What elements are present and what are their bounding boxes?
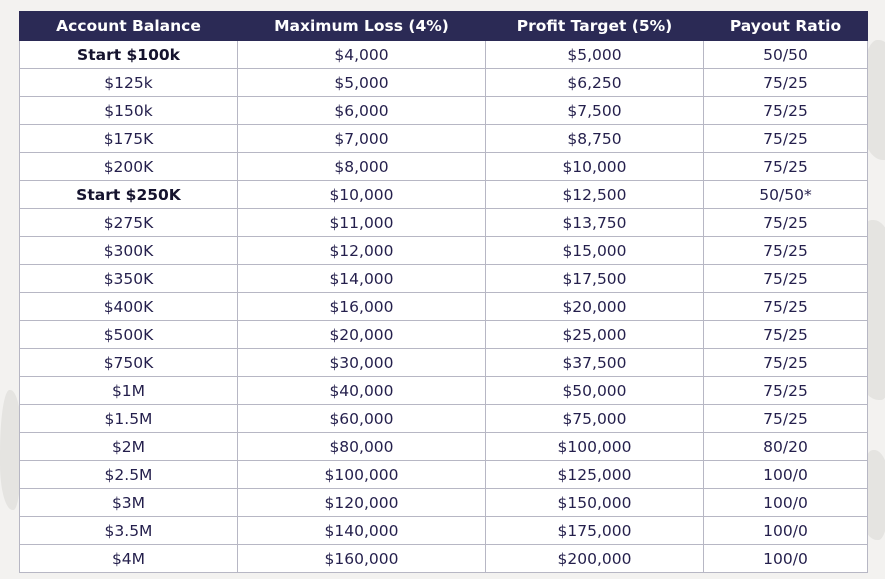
payout-ratio-cell: 75/25 [704, 405, 868, 433]
maximum-loss-cell: $5,000 [238, 69, 486, 97]
payout-ratio-cell: 100/0 [704, 489, 868, 517]
profit-target-cell: $8,750 [486, 125, 704, 153]
table-row [20, 237, 868, 265]
maximum-loss-cell: $100,000 [238, 461, 486, 489]
maximum-loss-cell: $10,000 [238, 181, 486, 209]
account-balance-cell: $275K [20, 209, 238, 237]
maximum-loss-cell: $6,000 [238, 97, 486, 125]
account-balance-cell: $500K [20, 321, 238, 349]
profit-target-cell: $50,000 [486, 377, 704, 405]
profit-target-cell: $12,500 [486, 181, 704, 209]
table-row [20, 433, 868, 461]
profit-target-cell: $25,000 [486, 321, 704, 349]
account-balance-cell: Start $100k [20, 41, 238, 69]
table-row [20, 517, 868, 545]
account-balance-cell: $200K [20, 153, 238, 181]
table-header-row [20, 12, 868, 41]
table-row [20, 293, 868, 321]
account-balance-cell: $750K [20, 349, 238, 377]
profit-target-cell: $7,500 [486, 97, 704, 125]
profit-target-cell: $125,000 [486, 461, 704, 489]
payout-ratio-cell: 75/25 [704, 265, 868, 293]
payout-ratio-cell: 100/0 [704, 545, 868, 573]
payout-ratio-cell: 75/25 [704, 321, 868, 349]
maximum-loss-cell: $4,000 [238, 41, 486, 69]
payout-ratio-cell: 50/50 [704, 41, 868, 69]
maximum-loss-cell: $40,000 [238, 377, 486, 405]
maximum-loss-cell: $30,000 [238, 349, 486, 377]
header-maximum-loss: Maximum Loss (4%) [238, 12, 486, 41]
profit-target-cell: $37,500 [486, 349, 704, 377]
payout-ratio-cell: 75/25 [704, 237, 868, 265]
account-balance-cell: $1M [20, 377, 238, 405]
table-row [20, 153, 868, 181]
table-row [20, 405, 868, 433]
payout-ratio-cell: 75/25 [704, 97, 868, 125]
maximum-loss-cell: $160,000 [238, 545, 486, 573]
account-balance-cell: $125k [20, 69, 238, 97]
profit-target-cell: $10,000 [486, 153, 704, 181]
account-balance-cell: $2M [20, 433, 238, 461]
account-balance-cell: $3.5M [20, 517, 238, 545]
account-balance-cell: $4M [20, 545, 238, 573]
payout-ratio-cell: 75/25 [704, 209, 868, 237]
table-row [20, 545, 868, 573]
account-balance-cell: $2.5M [20, 461, 238, 489]
maximum-loss-cell: $14,000 [238, 265, 486, 293]
profit-target-cell: $200,000 [486, 545, 704, 573]
payout-ratio-cell: 75/25 [704, 125, 868, 153]
maximum-loss-cell: $140,000 [238, 517, 486, 545]
table-row [20, 349, 868, 377]
header-payout-ratio: Payout Ratio [704, 12, 868, 41]
account-tier-table [19, 11, 868, 573]
table-row [20, 321, 868, 349]
table-row [20, 377, 868, 405]
maximum-loss-cell: $8,000 [238, 153, 486, 181]
payout-ratio-cell: 75/25 [704, 293, 868, 321]
account-balance-cell: $350K [20, 265, 238, 293]
account-balance-cell: $3M [20, 489, 238, 517]
table-row [20, 209, 868, 237]
maximum-loss-cell: $120,000 [238, 489, 486, 517]
account-balance-cell: $400K [20, 293, 238, 321]
profit-target-cell: $6,250 [486, 69, 704, 97]
header-account-balance: Account Balance [20, 12, 238, 41]
account-balance-cell: $300K [20, 237, 238, 265]
maximum-loss-cell: $7,000 [238, 125, 486, 153]
table-row [20, 489, 868, 517]
table-row [20, 41, 868, 69]
profit-target-cell: $150,000 [486, 489, 704, 517]
payout-ratio-cell: 100/0 [704, 517, 868, 545]
account-balance-cell: $175K [20, 125, 238, 153]
payout-ratio-cell: 100/0 [704, 461, 868, 489]
table-row [20, 69, 868, 97]
profit-target-cell: $20,000 [486, 293, 704, 321]
table-row [20, 265, 868, 293]
maximum-loss-cell: $80,000 [238, 433, 486, 461]
account-balance-cell: Start $250K [20, 181, 238, 209]
profit-target-cell: $17,500 [486, 265, 704, 293]
table-row [20, 181, 868, 209]
payout-ratio-cell: 75/25 [704, 349, 868, 377]
table-row [20, 97, 868, 125]
profit-target-cell: $175,000 [486, 517, 704, 545]
table-row [20, 125, 868, 153]
profit-target-cell: $15,000 [486, 237, 704, 265]
payout-ratio-cell: 50/50* [704, 181, 868, 209]
payout-ratio-cell: 75/25 [704, 69, 868, 97]
payout-ratio-cell: 80/20 [704, 433, 868, 461]
profit-target-cell: $100,000 [486, 433, 704, 461]
profit-target-cell: $5,000 [486, 41, 704, 69]
account-balance-cell: $150k [20, 97, 238, 125]
payout-ratio-cell: 75/25 [704, 377, 868, 405]
table-row [20, 461, 868, 489]
profit-target-cell: $75,000 [486, 405, 704, 433]
maximum-loss-cell: $11,000 [238, 209, 486, 237]
maximum-loss-cell: $12,000 [238, 237, 486, 265]
header-profit-target: Profit Target (5%) [486, 12, 704, 41]
profit-target-cell: $13,750 [486, 209, 704, 237]
maximum-loss-cell: $20,000 [238, 321, 486, 349]
maximum-loss-cell: $16,000 [238, 293, 486, 321]
payout-ratio-cell: 75/25 [704, 153, 868, 181]
maximum-loss-cell: $60,000 [238, 405, 486, 433]
account-balance-cell: $1.5M [20, 405, 238, 433]
